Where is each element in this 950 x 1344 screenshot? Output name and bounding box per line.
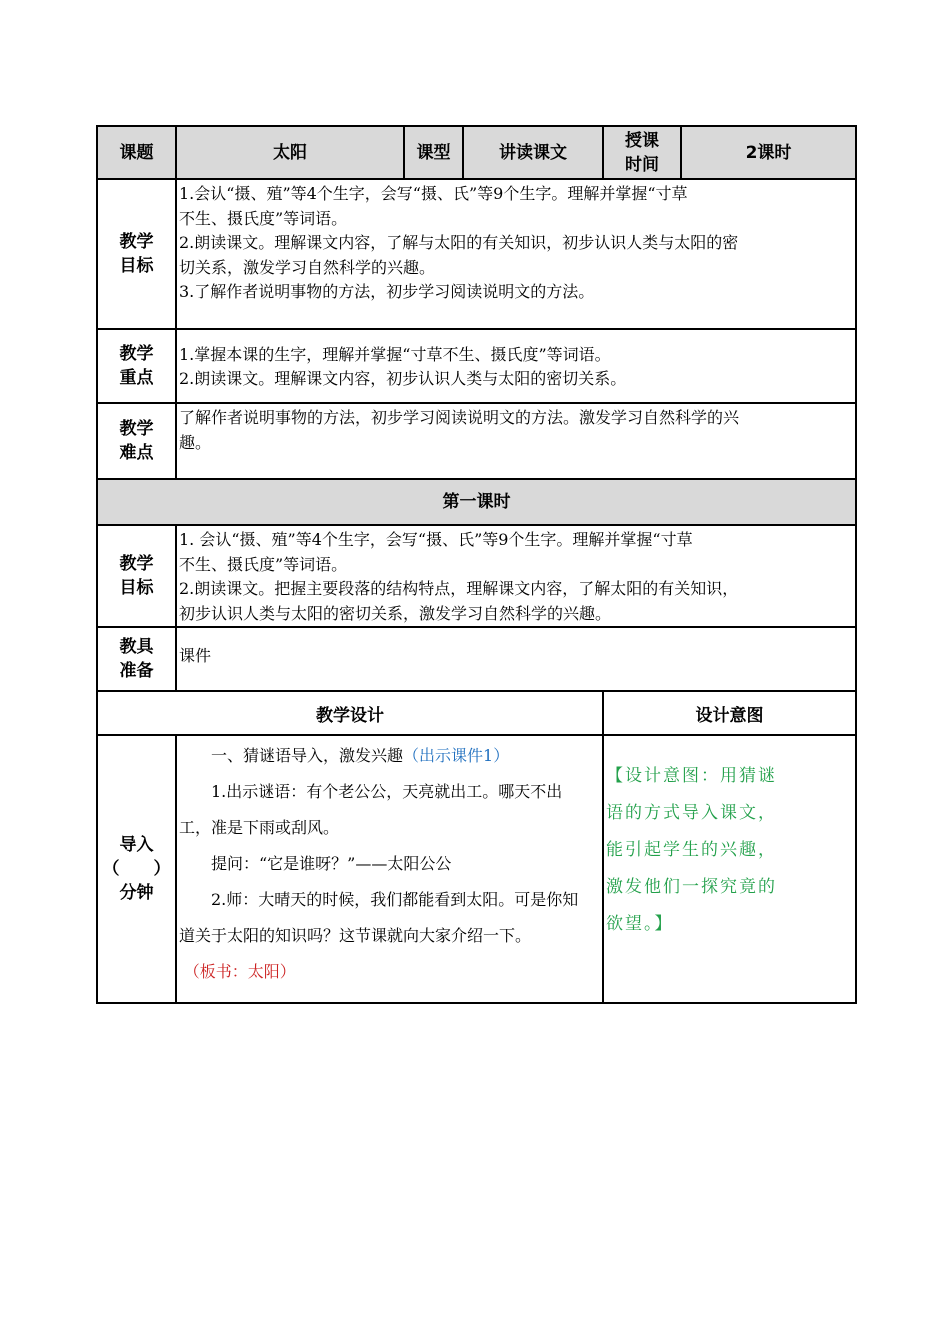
intro-board-note: （板书：太阳）	[183, 962, 296, 981]
lesson1-goals-line: 不生、摄氏度”等词语。	[179, 554, 348, 574]
intro-heading-note: （出示课件1）	[403, 746, 510, 765]
intent-line: 语的方式导入课文，	[606, 803, 777, 823]
goals-line: 切关系，激发学习自然科学的兴趣。	[179, 257, 436, 277]
design-header-right: 设计意图	[603, 691, 856, 735]
difficulties-content	[176, 403, 856, 479]
intro-paragraph-3a: 2.师：大晴天的时候，我们都能看到太阳。可是你知	[211, 890, 579, 909]
intro-paragraph-1b: 工，准是下雨或刮风。	[179, 818, 340, 837]
lesson1-goals-line: 初步认识人类与太阳的密切关系，激发学习自然科学的兴趣。	[179, 603, 612, 623]
lesson1-goals-line: 1. 会认“摄、殖”等4个生字，会写“摄、氏”等9个生字。理解并掌握“寸草	[179, 530, 693, 549]
lesson1-goals-label-line-1: 教学	[119, 554, 154, 574]
type-value: 讲读课文	[463, 126, 603, 179]
design-header-row	[97, 691, 856, 735]
topic-label: 课题	[97, 126, 176, 179]
key-points-label-line-2: 重点	[119, 368, 154, 388]
lesson1-goals-label-line-2: 目标	[119, 578, 154, 598]
key-points-row	[97, 329, 856, 403]
key-points-label-line-1: 教学	[119, 344, 154, 364]
key-points-label	[97, 329, 176, 403]
tools-label-line-1: 教具	[119, 637, 154, 657]
goals-row	[97, 179, 856, 329]
goals-label	[97, 179, 176, 329]
lesson1-goals-row	[97, 525, 856, 627]
intro-row	[97, 735, 856, 1003]
intro-label	[97, 735, 176, 1003]
topic-value: 太阳	[176, 126, 404, 179]
intent-line: 激发他们一探究竟的	[606, 877, 777, 897]
intro-intent-content	[603, 735, 856, 1003]
lesson1-goals-content	[176, 525, 856, 627]
goals-line: 3.了解作者说明事物的方法，初步学习阅读说明文的方法。	[179, 282, 595, 301]
intro-label-line-1: 导入	[119, 835, 154, 855]
intro-label-line-3: 分钟	[119, 883, 154, 903]
intent-line: 能引起学生的兴趣，	[606, 840, 777, 860]
difficulties-label-line-2: 难点	[119, 443, 154, 463]
time-label	[603, 126, 681, 179]
intro-label-line-2: （ ）	[102, 859, 171, 879]
goals-line: 2.朗读课文。理解课文内容，了解与太阳的有关知识，初步认识人类与太阳的密	[179, 233, 739, 252]
intro-design-content	[176, 735, 603, 1003]
goals-label-line-1: 教学	[119, 232, 154, 252]
design-header-left: 教学设计	[97, 691, 603, 735]
intro-paragraph-1a: 1.出示谜语：有个老公公，天亮就出工。哪天不出	[211, 782, 563, 801]
intent-line: 欲望。】	[606, 914, 674, 934]
tools-label-line-2: 准备	[119, 661, 154, 681]
lesson1-title: 第一课时	[97, 479, 856, 525]
key-points-line: 2.朗读课文。理解课文内容，初步认识人类与太阳的密切关系。	[179, 369, 627, 388]
lesson1-title-row	[97, 479, 856, 525]
key-points-line: 1.掌握本课的生字，理解并掌握“寸草不生、摄氏度”等词语。	[179, 344, 611, 364]
time-label-line-1: 授课	[625, 130, 659, 151]
header-row	[97, 126, 856, 179]
key-points-content	[176, 329, 856, 403]
time-label-line-2: 时间	[625, 154, 659, 175]
tools-row	[97, 627, 856, 691]
goals-content	[176, 179, 856, 329]
hours-value: 2课时	[681, 126, 856, 179]
type-label: 课型	[404, 126, 463, 179]
tools-value: 课件	[179, 646, 212, 665]
lesson1-goals-line: 2.朗读课文。把握主要段落的结构特点，理解课文内容，了解太阳的有关知识，	[179, 579, 739, 598]
difficulties-label	[97, 403, 176, 479]
difficulties-label-line-1: 教学	[119, 419, 154, 439]
goals-line: 1.会认“摄、殖”等4个生字，会写“摄、氏”等9个生字。理解并掌握“寸草	[179, 184, 688, 203]
intro-paragraph-3b: 道关于太阳的知识吗？这节课就向大家介绍一下。	[179, 926, 532, 945]
intro-heading: 一、猜谜语导入，激发兴趣	[211, 746, 404, 765]
goals-label-line-2: 目标	[119, 256, 154, 276]
lesson-plan-table	[96, 125, 857, 1004]
difficulties-line: 趣。	[179, 432, 212, 452]
difficulties-line: 了解作者说明事物的方法，初步学习阅读说明文的方法。激发学习自然科学的兴	[179, 408, 740, 427]
goals-line: 不生、摄氏度”等词语。	[179, 208, 348, 228]
lesson1-goals-label	[97, 525, 176, 627]
tools-content	[176, 627, 856, 691]
intro-heading-line	[179, 738, 598, 774]
difficulties-row	[97, 403, 856, 479]
tools-label	[97, 627, 176, 691]
intent-line: 【设计意图：用猜谜	[606, 766, 777, 786]
intro-paragraph-2: 提问：“它是谁呀？”——太阳公公	[211, 854, 452, 873]
